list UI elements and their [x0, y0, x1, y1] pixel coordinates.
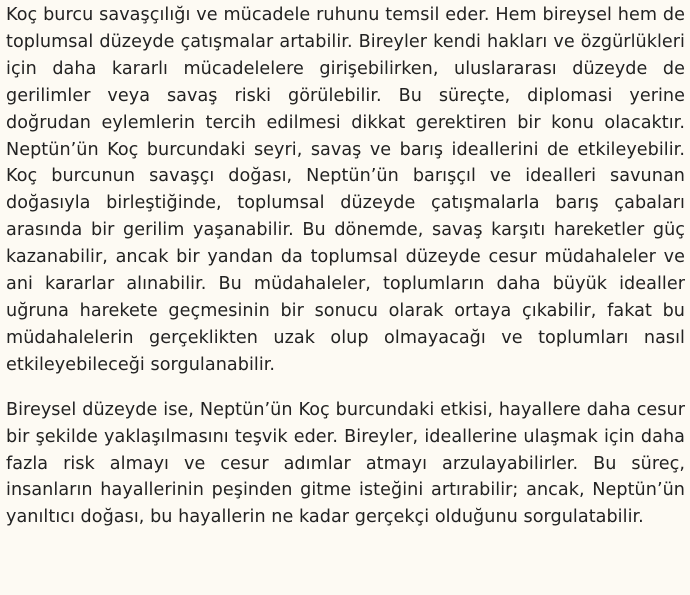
paragraph-spacer: [6, 379, 685, 397]
paragraph-individual-level: Bireysel düzeyde ise, Neptün’ün Koç burcundaki etkisi, hayallere daha cesur bir şekilde yaklaşılmasını teşvik eder. Bireyler, ideallerine ulaşmak için daha fazla risk almayı ve cesur adımlar atmayı arzulayabilirler. Bu süreç, insanların hayallerinin peşinden gitme isteğini artırabilir; ancak, Neptün’ün yanıltıcı doğası, bu hayallerin ne kadar gerçekçi olduğunu sorgulatabilir.: [6, 399, 685, 528]
paragraph-aries-conflict: Koç burcu savaşçılığı ve mücadele ruhunu temsil eder. Hem bireysel hem de toplumsal düzeyde çatışmalar artabilir. Bireyler kendi hakları ve özgürlükleri için daha kararlı mücadelelere girişebilirken, uluslararası düzeyde de gerilimler veya savaş riski görülebilir. Bu süreçte, diplomasi yerine doğrudan eylemlerin tercih edilmesi dikkat gerektiren bir konu olacaktır. Neptün’ün Koç burcundaki seyri, savaş ve barış ideallerini de etkileyebilir. Koç burcunun savaşçı doğası, Neptün’ün barışçıl ve idealleri savunan doğasıyla birleştiğinde, toplumsal düzeyde çatışmalarla barış çabaları arasında bir gerilim yaşanabilir. Bu dönemde, savaş karşıtı hareketler güç kazanabilir, ancak bir yandan da toplumsal düzeyde cesur müdahaleler ve ani kararlar alınabilir. Bu müdahaleler, toplumların daha büyük idealler uğruna harekete geçmesinin bir sonucu olarak ortaya çıkabilir, fakat bu müdahalelerin gerçeklikten uzak olup olmayacağı ve toplumları nasıl etkileyebileceği sorgulanabilir.: [6, 5, 685, 375]
